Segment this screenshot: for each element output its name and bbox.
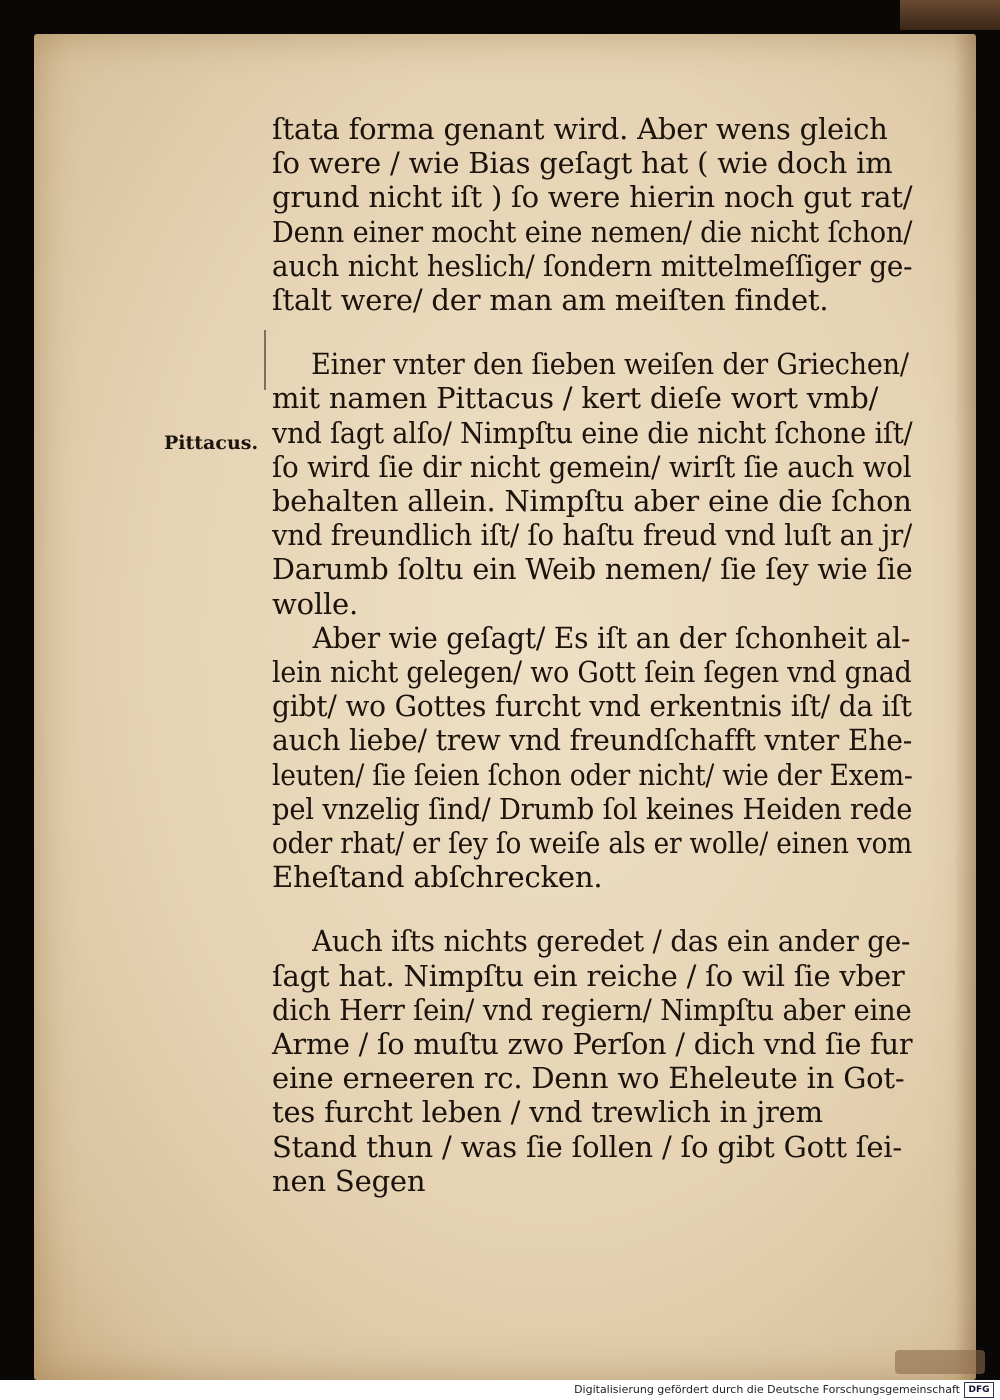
text-line: dich Herr ſein/ vnd regiern/ Nimpſtu aber eine xyxy=(272,992,912,1027)
text-line: Aber wie geſagt/ Es iſt an der ſchonheit al- xyxy=(312,620,911,655)
text-line: Darumb ſoltu ein Weib nemen/ ſie ſey wie ſie xyxy=(272,552,913,587)
text-line: grund nicht iſt ) ſo were hierin noch gut rat/ xyxy=(272,180,913,215)
text-line: gibt/ wo Gottes furcht vnd erkentnis iſt/ da iſt xyxy=(272,689,912,724)
text-line: oder rhat/ er ſey ſo weiſe als er wolle/ einen vom xyxy=(272,826,913,861)
text-line: ſagt hat. Nimpſtu ein reiche / ſo wil ſie vber xyxy=(272,958,905,993)
text-line: Eheſtand abſchrecken. xyxy=(272,860,603,895)
text-line: ſo were / wie Bias geſagt hat ( wie doch im xyxy=(272,146,893,181)
paragraph-2 xyxy=(272,347,912,621)
text-line: Stand thun / was ſie ſollen / ſo gibt Gott ſei- xyxy=(272,1129,902,1164)
binding-corner-top xyxy=(900,0,1000,30)
paragraph-1 xyxy=(272,112,912,317)
text-line: mit namen Pittacus / kert dieſe wort vmb/ xyxy=(272,381,879,416)
text-line: wolle. xyxy=(272,586,359,621)
main-text-block xyxy=(272,112,912,1198)
dfg-logo: DFG xyxy=(964,1382,994,1398)
text-line: auch liebe/ trew vnd freundſchafft vnter Ehe- xyxy=(272,723,913,758)
text-line: auch nicht heslich/ ſondern mittelmeſſiger ge- xyxy=(272,248,913,283)
text-line: Denn einer mocht eine nemen/ die nicht ſchon/ xyxy=(272,214,913,249)
paragraph-4 xyxy=(272,924,912,1198)
text-line: pel vnzelig ſind/ Drumb ſol keines Heiden rede xyxy=(272,791,913,826)
marginal-note: Pittacus. xyxy=(164,432,259,454)
text-line: ſtata forma genant wird. Aber wens gleich xyxy=(272,112,888,146)
text-line: vnd freundlich iſt/ ſo haſtu freud vnd luſt an jr/ xyxy=(272,518,913,553)
text-line: Auch iſts nichts geredet / das ein ander ge- xyxy=(312,924,911,959)
text-line: leuten/ ſie ſeien ſchon oder nicht/ wie der Exem- xyxy=(272,757,913,792)
catchword: nen Segen xyxy=(272,1163,426,1198)
text-line: ſo wird ſie dir nicht gemein/ wirſt ſie auch wol xyxy=(272,449,912,484)
text-line: tes furcht leben / vnd trewlich in jrem xyxy=(272,1095,823,1130)
text-line: Einer vnter den ſieben weiſen der Griechen/ xyxy=(311,347,909,382)
text-line: vnd ſagt alſo/ Nimpſtu eine die nicht ſchone iſt/ xyxy=(272,415,913,450)
text-line: ſtalt were/ der man am meiſten findet. xyxy=(272,283,829,318)
gutter-mark xyxy=(264,330,270,390)
paragraph-3 xyxy=(272,621,912,895)
funding-credit: Digitalisierung gefördert durch die Deutsche Forschungsgemeinschaft xyxy=(574,1383,960,1396)
text-line: lein nicht gelegen/ wo Gott ſein ſegen vnd gnad xyxy=(272,655,912,690)
text-line: behalten allein. Nimpſtu aber eine die ſchon xyxy=(272,484,912,519)
binding-corner-bottom xyxy=(895,1350,985,1374)
text-line: eine erneeren rc. Denn wo Eheleute in Got- xyxy=(272,1061,905,1096)
text-line: Arme / ſo muſtu zwo Perſon / dich vnd ſie fur xyxy=(272,1027,913,1062)
page-shadow-edge xyxy=(954,34,976,1380)
footer-bar xyxy=(0,1380,1000,1400)
